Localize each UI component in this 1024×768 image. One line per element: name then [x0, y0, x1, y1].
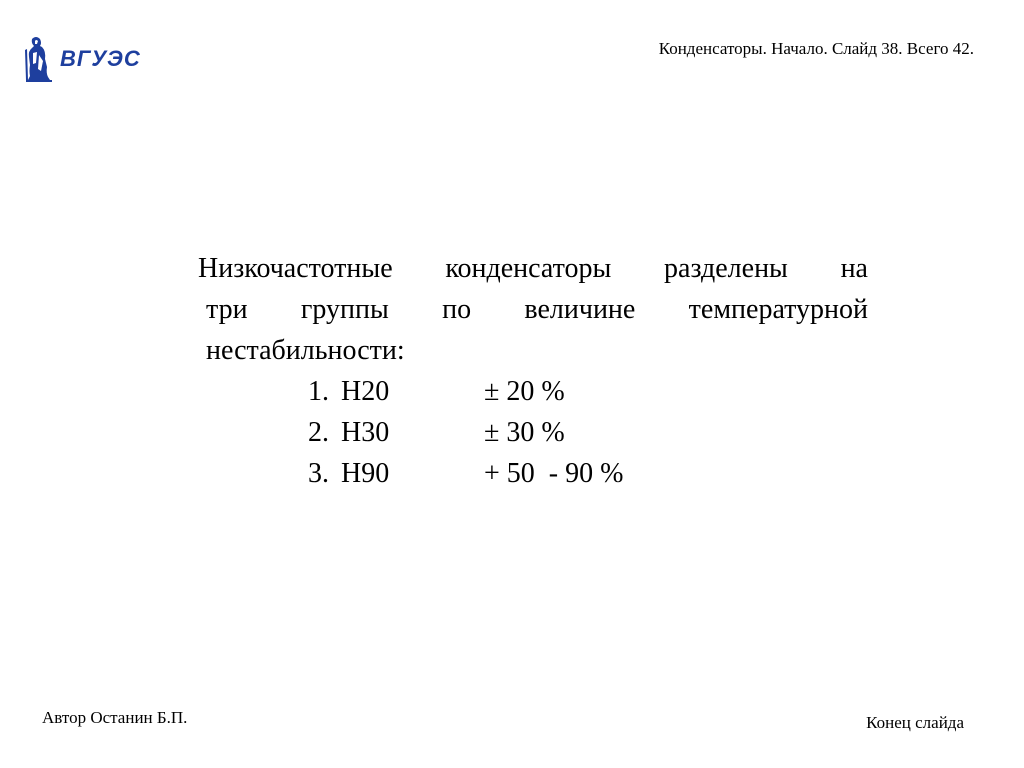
author-label: Автор Останин Б.П. [42, 708, 188, 727]
group-code: Н20 [341, 376, 390, 407]
group-number: 1. [308, 376, 329, 407]
paragraph-first-line: Низкочастотные конденсаторы разделены на [198, 253, 868, 284]
logo-text: ВГУЭС [60, 46, 141, 71]
end-of-slide-label: Конец слайда [866, 713, 964, 732]
list-item [198, 453, 868, 494]
slide-body [198, 248, 868, 494]
group-tolerance: ± 30 % [484, 417, 565, 448]
group-tolerance: + 50 - 90 % [484, 458, 624, 489]
university-logo [24, 33, 142, 83]
group-number: 3. [308, 458, 329, 489]
emblem-icon [25, 37, 52, 82]
group-code: Н30 [341, 417, 390, 448]
list-item [198, 371, 868, 412]
group-number: 2. [308, 417, 329, 448]
group-tolerance: ± 20 % [484, 376, 565, 407]
list-item [198, 412, 868, 453]
group-code: Н90 [341, 458, 390, 489]
slide-header-title: Конденсаторы. Начало. Слайд 38. Всего 42. [658, 39, 974, 58]
capacitor-groups-list [198, 371, 868, 494]
paragraph-continuation: три группы по величине температурной нестабильности: [206, 294, 868, 366]
